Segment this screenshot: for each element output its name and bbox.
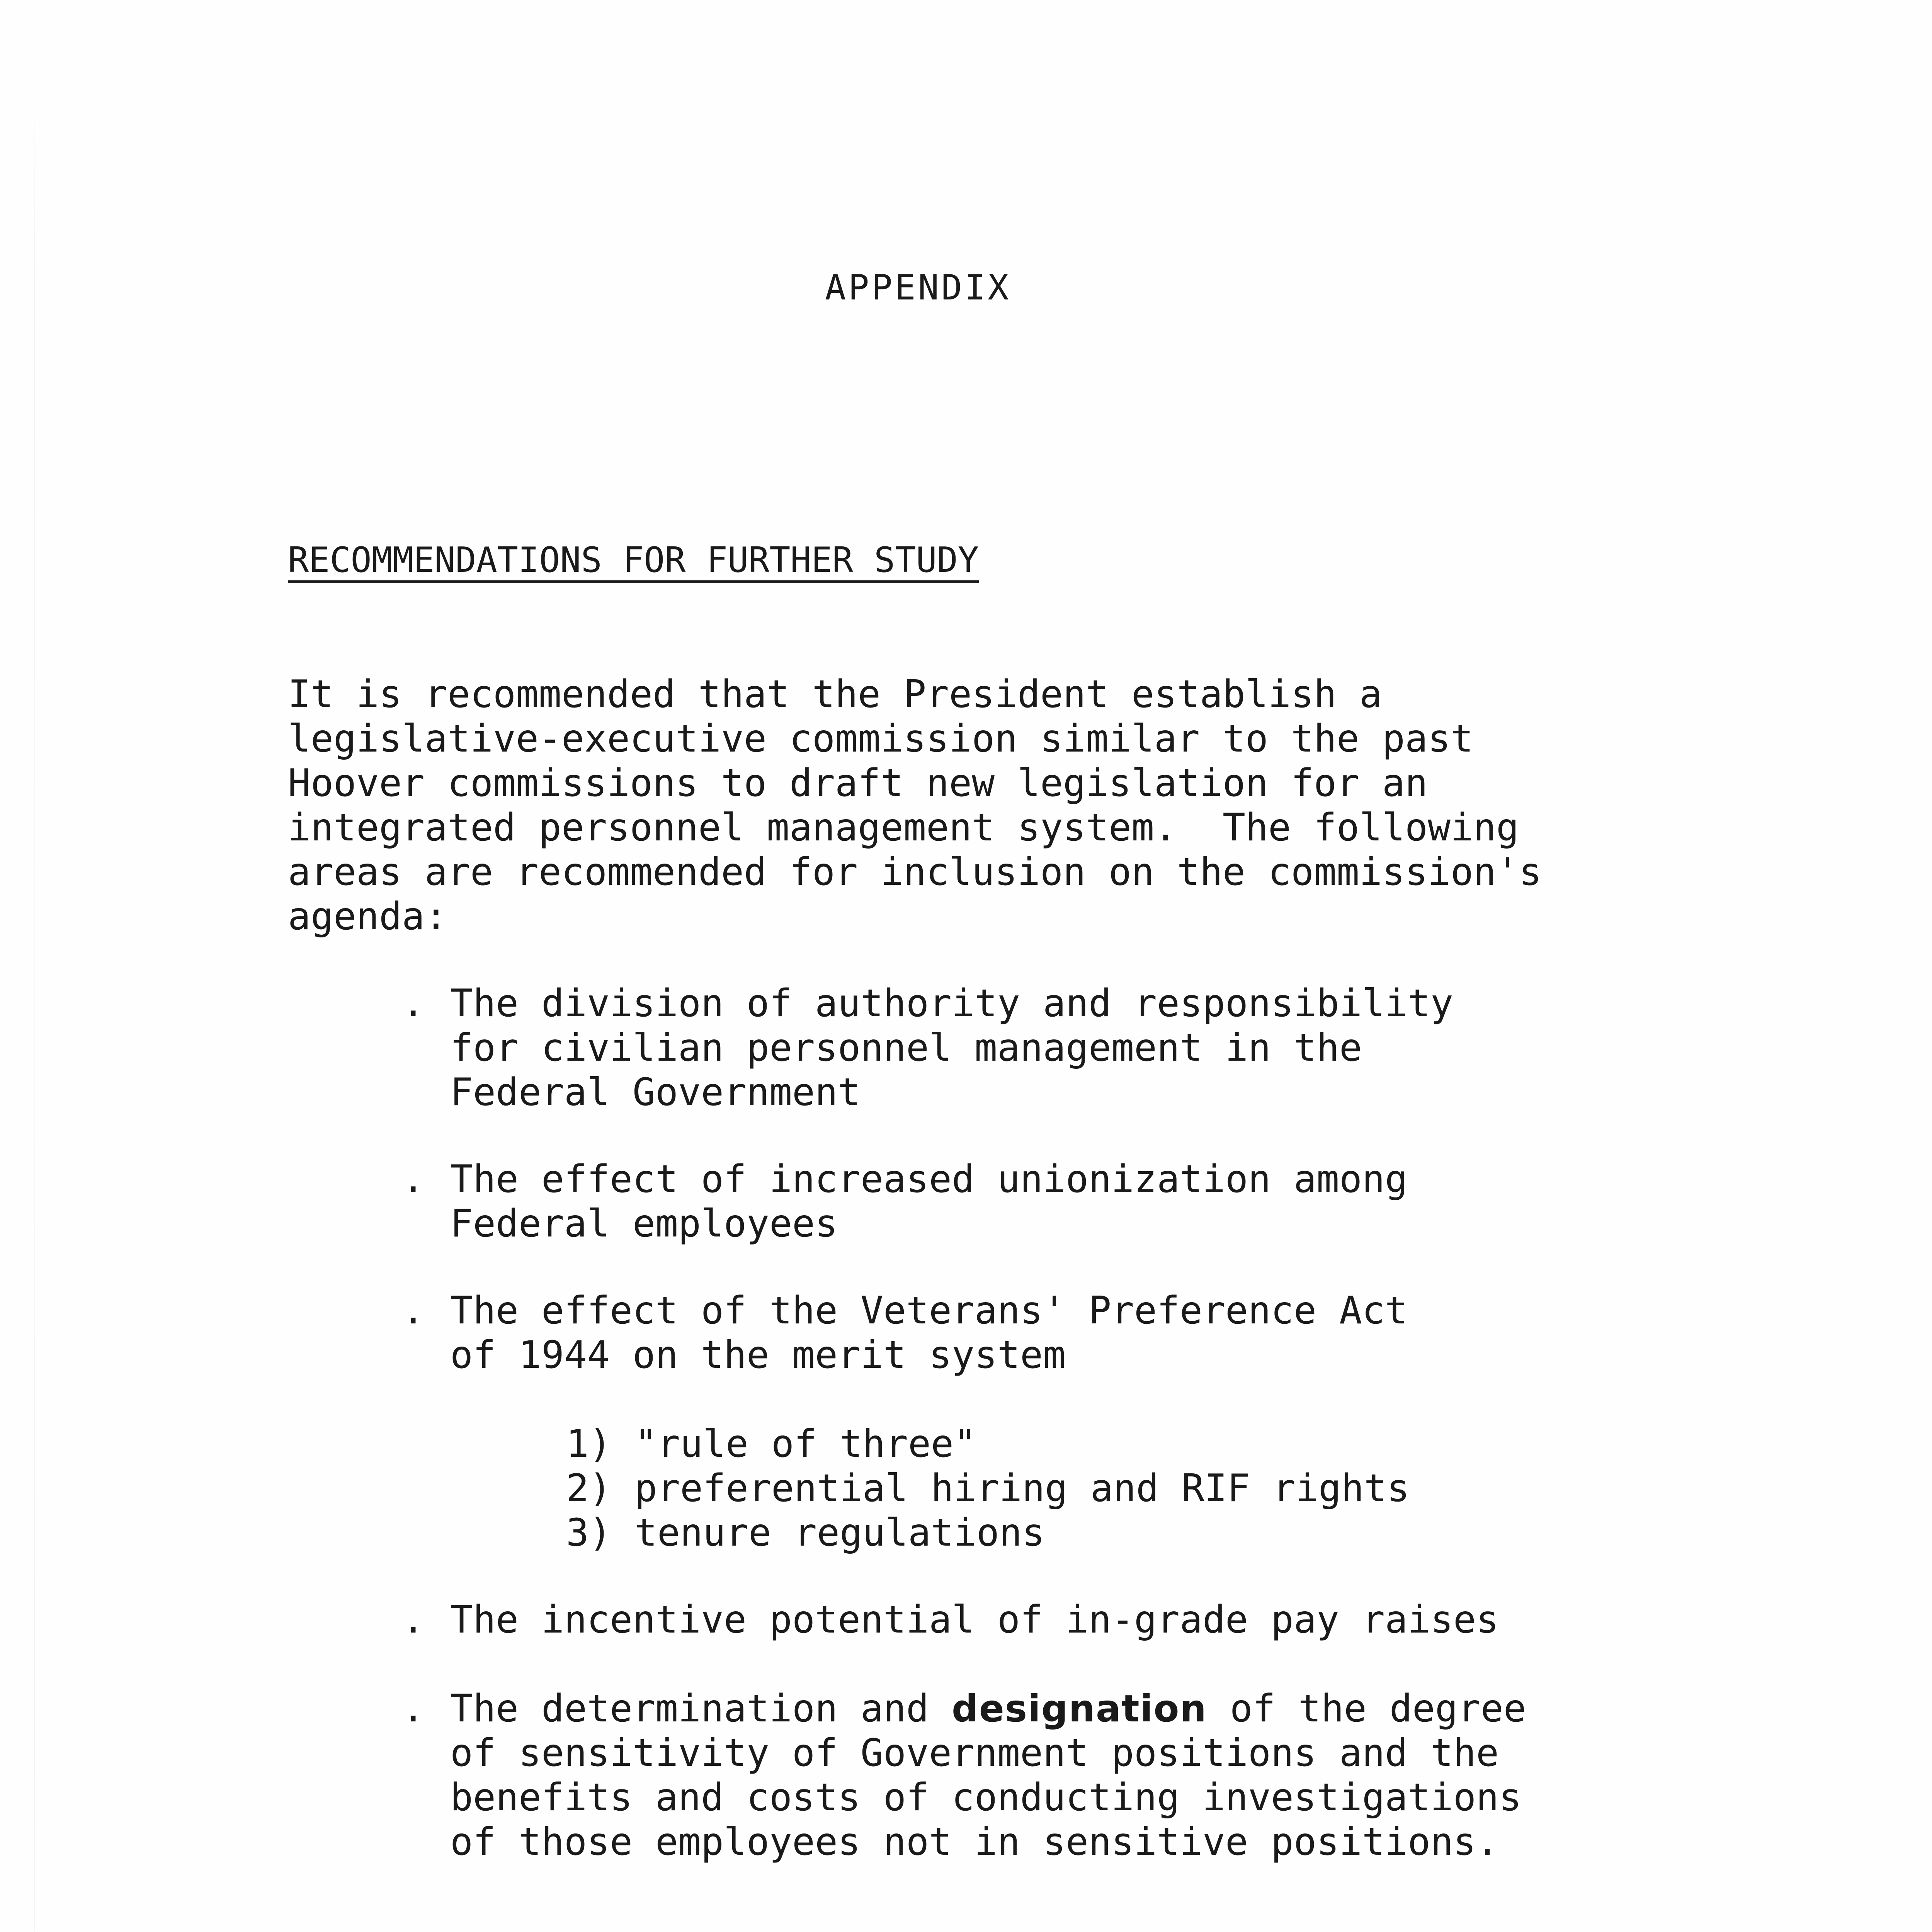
intro-paragraph [288,672,1602,939]
bullet-line: The effect of the Veterans' Preference Act [450,1289,1408,1333]
bullet-line: Federal Government [450,1070,861,1114]
sublist-item: 1) "rule of three" [566,1422,977,1466]
bullet-line: for civilian personnel management in the [450,1026,1362,1070]
bullet-line: The division of authority and responsibility [450,981,1454,1026]
intro-line: areas are recommended for inclusion on the commission's [288,850,1542,894]
bullet-line: benefits and costs of conducting investigations [450,1776,1522,1820]
bullet-marker: . [402,1687,425,1731]
intro-line: agenda: [288,895,448,939]
bullet-line: The effect of increased unionization among [450,1157,1408,1201]
bullet-marker: . [402,1598,425,1642]
intro-line: It is recommended that the President establish a [288,672,1383,716]
page-title: APPENDIX [825,267,1011,308]
bullet-marker: . [402,1289,425,1333]
bullet-line-prefix: The determination and [450,1687,952,1731]
bullet-line: of sensitivity of Government positions and the [450,1731,1499,1775]
bullet-line-suffix: of the degree [1207,1687,1526,1731]
bullet-line: of 1944 on the merit system [450,1333,1066,1377]
bold-word-designation: designation [952,1687,1207,1730]
scan-edge-shadow [34,77,35,1932]
numbered-sublist [566,1422,1410,1555]
section-heading: RECOMMENDATIONS FOR FURTHER STUDY [288,540,979,580]
bullet-line: of those employees not in sensitive positions. [450,1820,1499,1864]
sublist-item: 3) tenure regulations [566,1511,1045,1555]
bullet-line-first [450,1687,1648,1731]
bullet-marker: . [402,1157,425,1201]
intro-line: Hoover commissions to draft new legislation for an [288,761,1428,805]
bullet-line: The incentive potential of in-grade pay raises [450,1598,1499,1642]
bullet-marker: . [402,981,425,1026]
intro-line: integrated personnel management system. The following [288,806,1519,850]
sublist-item: 2) preferential hiring and RIF rights [566,1466,1410,1510]
intro-line: legislative-executive commission similar to the past [288,717,1474,761]
bullet-line: Federal employees [450,1202,838,1246]
